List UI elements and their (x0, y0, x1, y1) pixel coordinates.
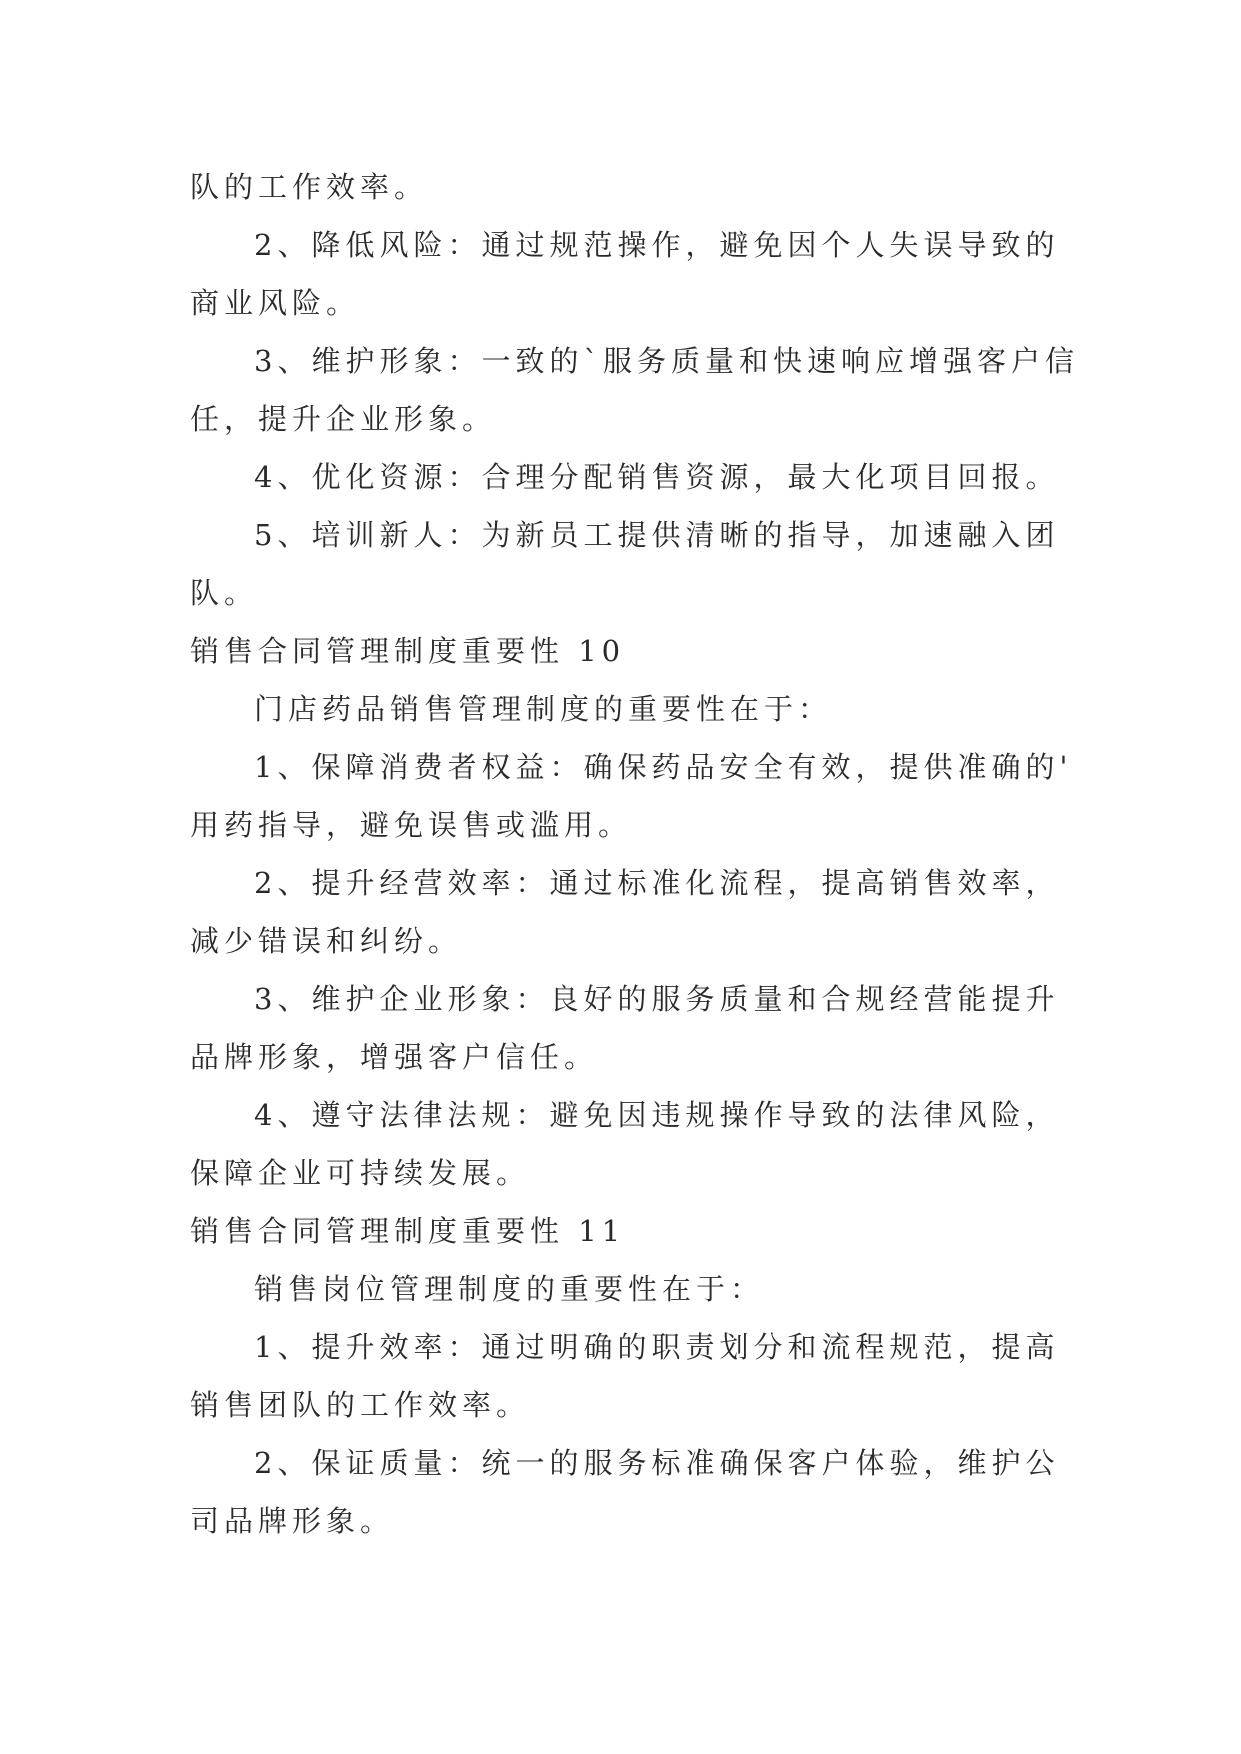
text-line: 商业风险。 (190, 286, 361, 320)
list-item-start: 5、培训新人：为新员工提供清晰的指导，加速融入团 (254, 518, 1060, 552)
text-line: 品牌形象，增强客户信任。 (190, 1040, 599, 1074)
document-body (190, 158, 1079, 1550)
list-item-start: 3、维护形象：一致的`服务质量和快速响应增强客户信 (254, 344, 1079, 378)
list-item-start: 2、提升经营效率：通过标准化流程，提高销售效率， (254, 866, 1060, 900)
text-line: 用药指导，避免误售或滥用。 (190, 808, 633, 842)
paragraph-intro: 门店药品销售管理制度的重要性在于： (254, 692, 833, 726)
text-line: 队。 (190, 576, 259, 610)
list-item-start: 3、维护企业形象：良好的服务质量和合规经营能提升 (254, 982, 1060, 1016)
text-line: 减少错误和纠纷。 (190, 924, 463, 958)
text-line: 司品牌形象。 (190, 1504, 395, 1538)
list-item-start: 1、提升效率：通过明确的职责划分和流程规范，提高 (254, 1330, 1060, 1364)
list-item-start: 2、保证质量：统一的服务标准确保客户体验，维护公 (254, 1446, 1060, 1480)
section-heading: 销售合同管理制度重要性 10 (190, 634, 626, 668)
section-heading: 销售合同管理制度重要性 11 (190, 1214, 626, 1248)
text-line: 队的工作效率。 (190, 170, 429, 204)
list-item-start: 2、降低风险：通过规范操作，避免因个人失误导致的 (254, 228, 1060, 262)
text-line: 保障企业可持续发展。 (190, 1156, 531, 1190)
text-line: 销售团队的工作效率。 (190, 1388, 531, 1422)
list-item-start: 4、优化资源：合理分配销售资源，最大化项目回报。 (254, 460, 1060, 494)
list-item-start: 1、保障消费者权益：确保药品安全有效，提供准确的' (254, 750, 1073, 784)
paragraph-intro: 销售岗位管理制度的重要性在于： (254, 1272, 765, 1306)
text-line: 任，提升企业形象。 (190, 402, 497, 436)
list-item-start: 4、遵守法律法规：避免因违规操作导致的法律风险， (254, 1098, 1060, 1132)
